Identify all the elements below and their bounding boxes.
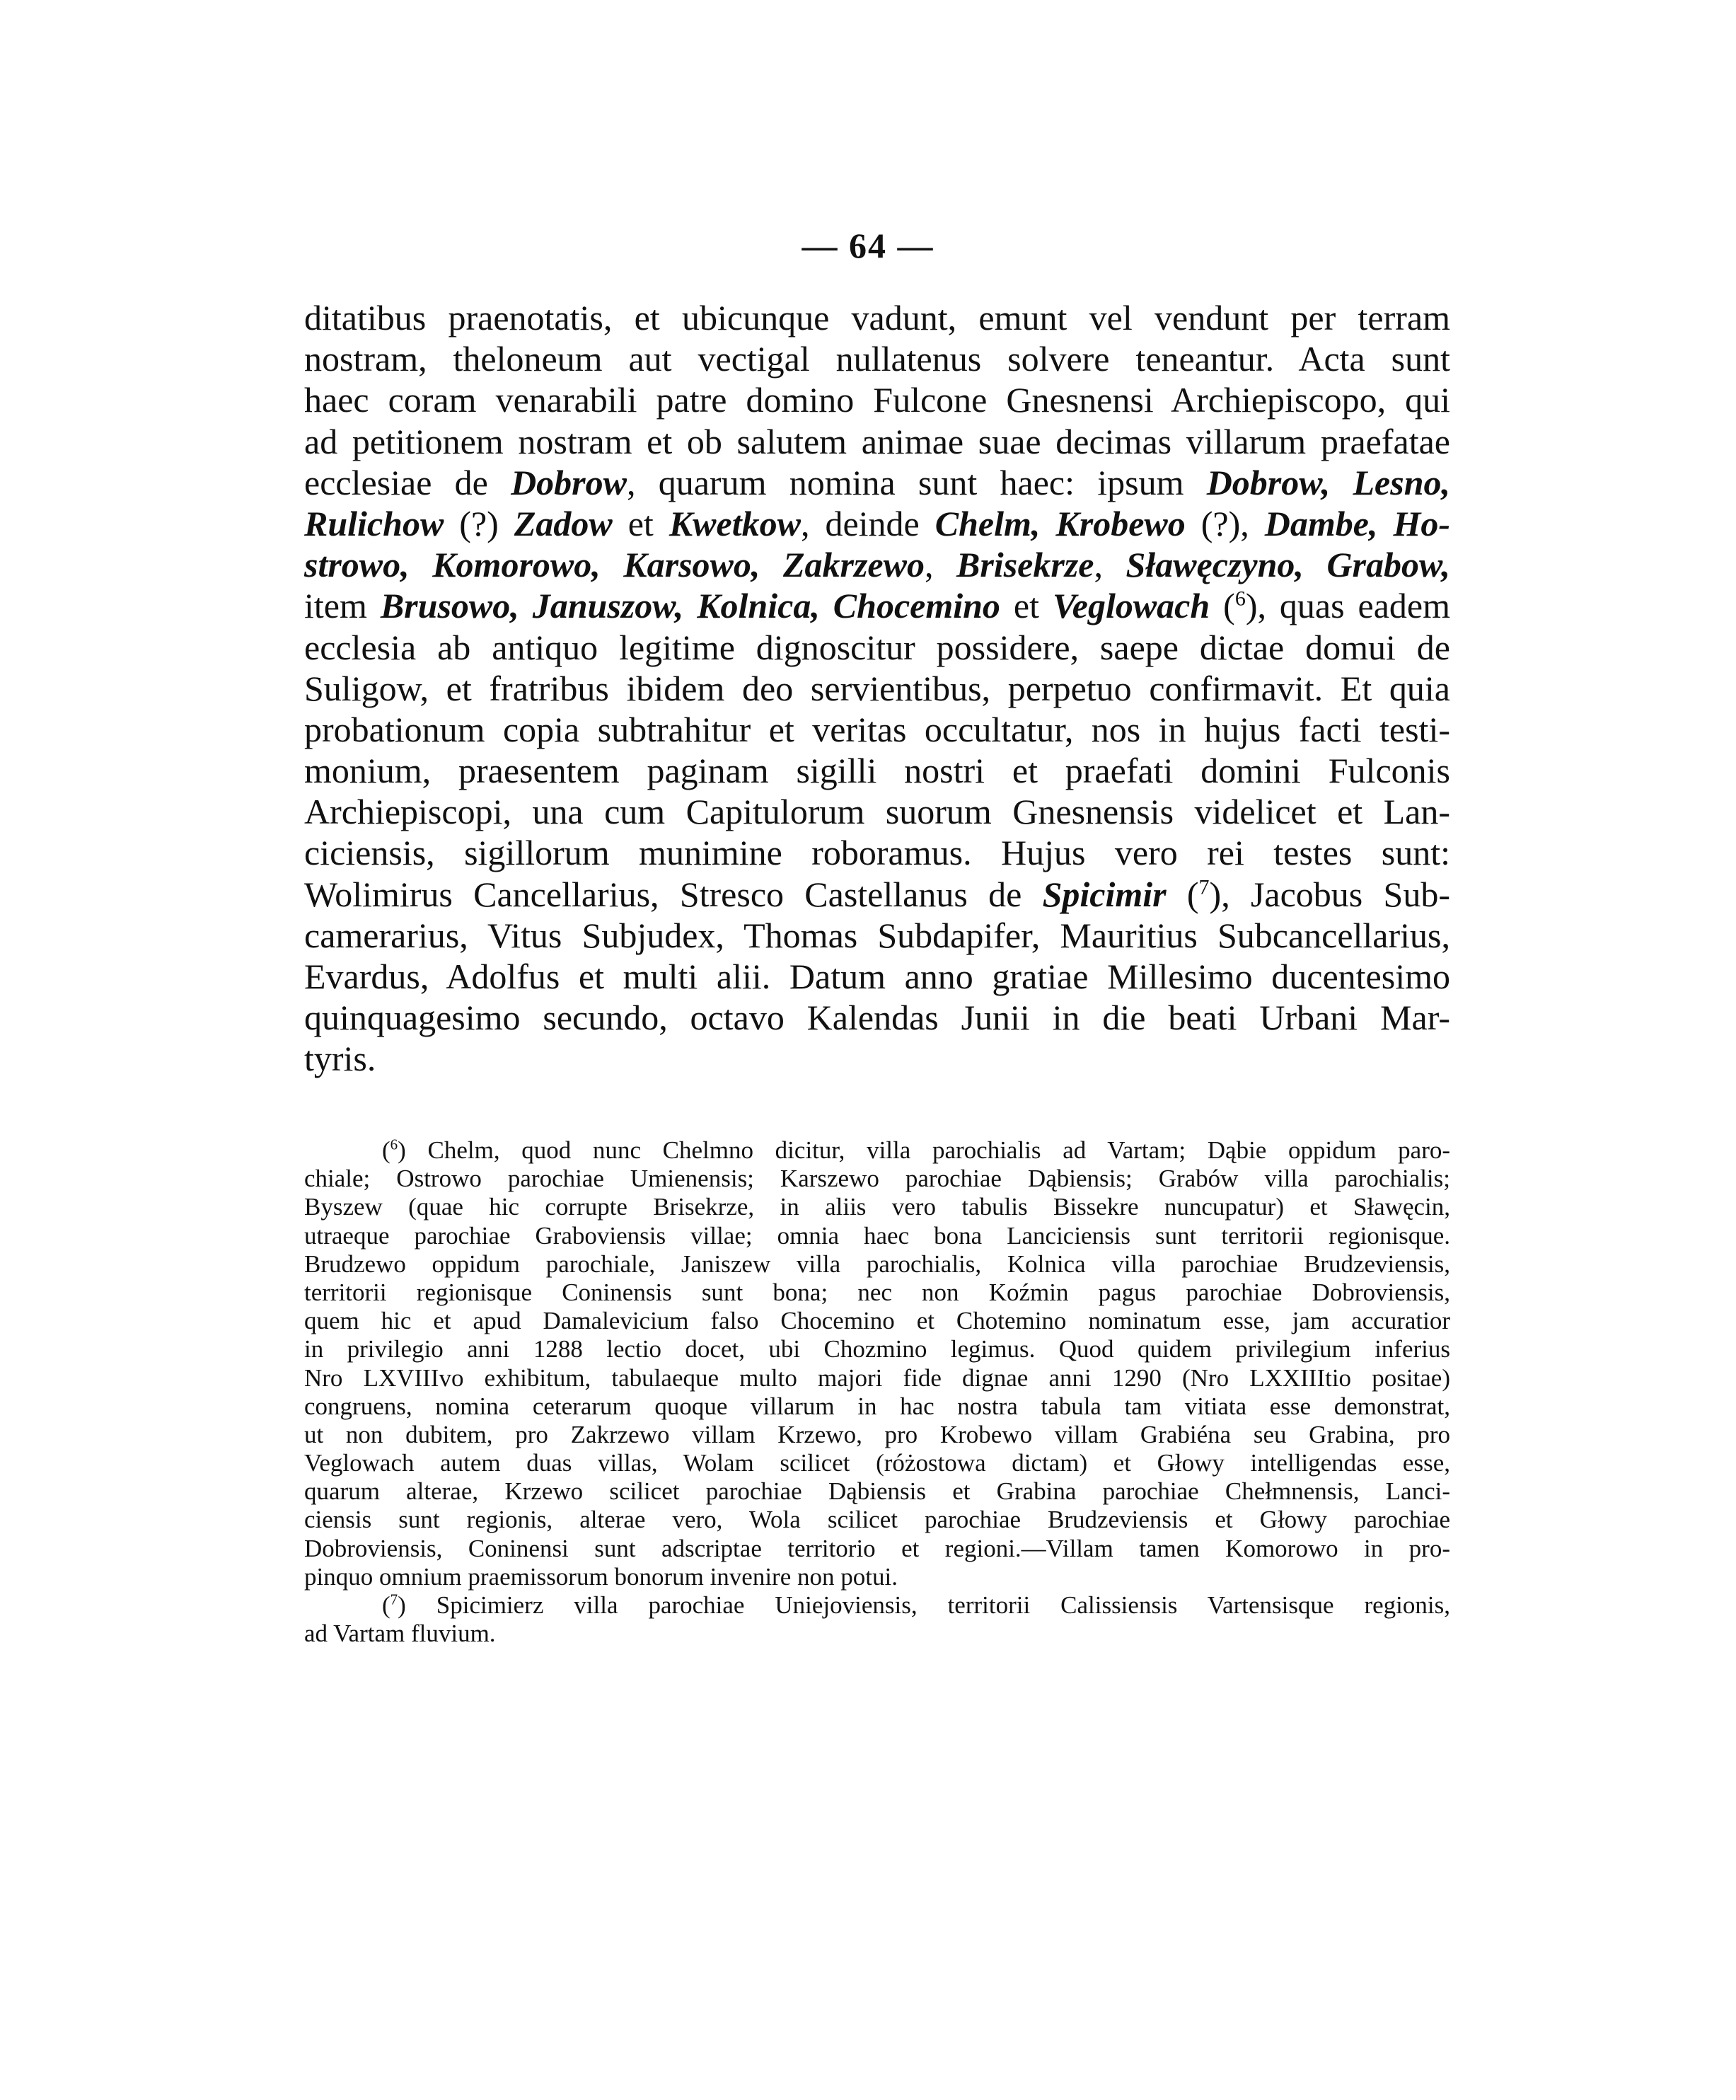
main-text-line: monium, praesentem paginam sigilli nostri et praefati domini Fulconis [304, 751, 1450, 791]
main-text-line: Archiepiscopi, una cum Capitulorum suorum Gnesnensis videlicet et Lan- [304, 792, 1450, 832]
main-text-line: Rulichow (?) Zadow et Kwetkow, deinde Chelm, Krobewo (?), Dambe, Ho- [304, 503, 1451, 543]
main-text-line: strowo, Komorowo, Karsowo, Zakrzewo, Brisekrze, Sławęczyno, Grabow, [304, 545, 1451, 585]
main-text-line: Evardus, Adolfus et multi alii. Datum anno gratiae Millesimo ducentesimo [304, 957, 1450, 996]
footnote-marker: 6 [390, 1136, 398, 1153]
main-text-line: ecclesia ab antiquo legitime dignoscitur possidere, saepe dictae domui de [304, 627, 1450, 667]
footnote-line: Byszew (quae hic corrupte Brisekrze, in aliis vero tabulis Bissekre nuncupatur) et Sławęcin, [304, 1193, 1450, 1221]
main-text-line: Suligow, et fratribus ibidem deo servientibus, perpetuo confirmavit. Et quia [304, 668, 1450, 708]
main-text-line: camerarius, Vitus Subjudex, Thomas Subdapifer, Mauritius Subcancellarius, [304, 915, 1450, 955]
footnote-line: congruens, nomina ceterarum quoque villarum in hac nostra tabula tam vitiata esse demonstrat, [304, 1392, 1450, 1420]
footnotes [304, 1136, 1450, 1648]
footnote-line: Brudzewo oppidum parochiale, Janiszew villa parochialis, Kolnica villa parochiae Brudzeviensis, [304, 1250, 1450, 1278]
footnote-line: ($^6$) Chelm, quod nunc Chelmno dicitur, villa parochialis ad Vartam; Dąbie oppidum paro- [382, 1136, 1451, 1164]
footnote-line: utraeque parochiae Graboviensis villae; omnia haec bona Lanciciensis sunt territorii regionisque. [304, 1221, 1450, 1250]
footnote-line: quarum alterae, Krzewo scilicet parochiae Dąbiensis et Grabina parochiae Chełmnensis, Lanci- [304, 1477, 1450, 1506]
footnote-line: in privilegio anni 1288 lectio docet, ubi Chozmino legimus. Quod quidem privilegium inferius [304, 1335, 1450, 1363]
main-text-line: tyris. [304, 1039, 376, 1079]
main-text-line: ecclesiae de Dobrow, quarum nomina sunt haec: ipsum Dobrow, Lesno, [304, 462, 1451, 502]
main-text [304, 297, 1450, 1080]
page-number: — 64 — [802, 226, 934, 265]
main-text-line: nostram, theloneum aut vectigal nullatenus solvere teneantur. Acta sunt [304, 339, 1450, 379]
main-text-line: haec coram venarabili patre domino Fulcone Gnesnensi Archiepiscopo, qui [304, 380, 1450, 420]
footnote-line: ad Vartam fluvium. [304, 1620, 496, 1648]
footnote-line: chiale; Ostrowo parochiae Umienensis; Karszewo parochiae Dąbiensis; Grabów villa parochialis; [304, 1165, 1450, 1193]
main-text-line: quinquagesimo secundo, octavo Kalendas Junii in die beati Urbani Mar- [304, 998, 1450, 1038]
footnote-line: Nro LXVIIIvo exhibitum, tabulaeque multo majori fide dignae anni 1290 (Nro LXXIIItio positae) [304, 1363, 1450, 1392]
main-text-line: item Brusowo, Januszow, Kolnica, Chocemino et Veglowach ($^6$), quas eadem [304, 586, 1451, 626]
main-text-line: probationum copia subtrahitur et veritas occultatur, nos in hujus facti testi- [304, 709, 1450, 749]
footnote-line: territorii regionisque Coninensis sunt bona; nec non Koźmin pagus parochiae Dobroviensis, [304, 1278, 1450, 1306]
footnote-line: ut non dubitem, pro Zakrzewo villam Krzewo, pro Krobewo villam Grabiéna seu Grabina, pro [304, 1420, 1450, 1448]
main-text-line: ditatibus praenotatis, et ubicunque vadunt, emunt vel vendunt per terram [304, 298, 1450, 338]
footnote-line: ($^7$) Spicimierz villa parochiae Uniejoviensis, territorii Calissiensis Vartensisque regionis, [382, 1591, 1450, 1619]
footnote-line: pinquo omnium praemissorum bonorum invenire non potui. [304, 1562, 898, 1591]
footnote-line: Dobroviensis, Coninensi sunt adscriptae territorio et regioni.—Villam tamen Komorowo in pro- [304, 1534, 1450, 1562]
main-text-line: Wolimirus Cancellarius, Stresco Castellanus de Spicimir ($^7$), Jacobus Sub- [304, 874, 1451, 914]
footnote-marker: 7 [390, 1591, 398, 1608]
footnote-line: ciensis sunt regionis, alterae vero, Wola scilicet parochiae Brudzeviensis et Głowy parochiae [304, 1506, 1450, 1534]
main-text-line: ciciensis, sigillorum munimine roboramus. Hujus vero rei testes sunt: [304, 833, 1450, 873]
footnote-line: Veglowach autem duas villas, Wolam scilicet (różostowa dictam) et Głowy intelligendas esse, [304, 1449, 1450, 1477]
footnote-line: quem hic et apud Damalevicium falso Chocemino et Chotemino nominatum esse, jam accuratior [304, 1307, 1450, 1335]
main-text-line: ad petitionem nostram et ob salutem animae suae decimas villarum praefatae [304, 421, 1450, 461]
